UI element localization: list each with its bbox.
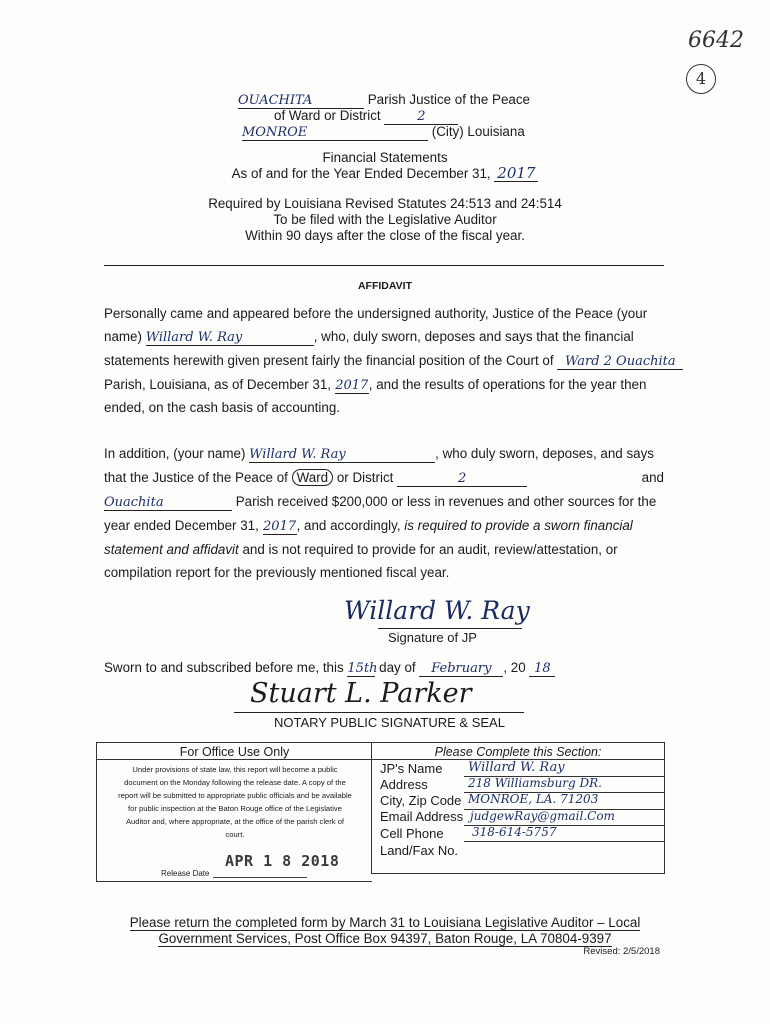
corner-number: 6642 <box>688 28 744 53</box>
footer-line-1-text: Please return the completed form by March 31 to Louisiana Legislative Auditor – Local <box>129 915 641 930</box>
affidavit-p1-line1: Personally came and appeared before the undersigned authority, Justice of the Peace (your <box>104 306 648 321</box>
notice-line: document on the Monday following the release date. A copy of the <box>124 778 346 787</box>
affidavit-p2-line6: compilation report for the previously mentioned fiscal year. <box>104 565 450 580</box>
jp-signature-line <box>378 628 522 629</box>
sworn-month-fill: February <box>419 661 503 677</box>
office-use-box <box>96 742 372 882</box>
p1-line4-rest: , and the results of operations for the year then <box>368 377 647 392</box>
title-year-line <box>0 166 770 182</box>
court-fill: Ward 2 Ouachita <box>557 354 683 370</box>
notary-signature: Stuart L. Parker <box>250 678 472 709</box>
field-rule <box>464 841 664 842</box>
footer-line-1 <box>0 915 770 931</box>
header-parish-line <box>238 92 530 109</box>
p2-statement-italic: statement and affidavit <box>104 542 239 557</box>
requirement-line-3: Within 90 days after the close of the fiscal year. <box>245 228 525 243</box>
p2-district-label: or District <box>336 470 394 485</box>
jp-signature: Willard W. Ray <box>344 596 530 625</box>
affidavit-p1-line5: ended, on the cash basis of accounting. <box>104 400 340 415</box>
footer-line-2 <box>0 931 770 947</box>
field-jp-name-value[interactable]: Willard W. Ray <box>468 760 565 775</box>
complete-section-box <box>371 742 665 874</box>
sworn-day-fill: 15th <box>347 661 378 676</box>
jp-name-fill-2: Willard W. Ray <box>249 447 435 463</box>
notice-line: Under provisions of state law, this report will become a public <box>132 765 338 774</box>
affidavit-p2-line3 <box>104 493 664 511</box>
release-date-stamp: APR 1 8 2018 <box>225 852 340 870</box>
field-fax-label: Land/Fax No. <box>380 843 459 858</box>
p2-line5-text: and is not required to provide for an audit, review/attestation, or <box>242 542 618 557</box>
field-jp-name-label: JP's Name <box>380 761 443 776</box>
parish-fill: Ouachita <box>104 495 232 511</box>
affidavit-p2-line2 <box>104 469 664 487</box>
p2-and: and <box>641 470 664 485</box>
footer-line-2-text: Government Services, Post Office Box 94397, Baton Rouge, LA 70804-9397 <box>158 931 612 946</box>
parish-label: Parish Justice of the Peace <box>367 92 530 107</box>
notice-line: Auditor and, where appropriate, at the office of the parish clerk of <box>125 817 345 826</box>
field-address-value[interactable]: 218 Williamsburg DR. <box>468 776 602 790</box>
release-date-label: Release Date <box>161 869 210 878</box>
name-prefix: name) <box>104 329 142 344</box>
office-use-title: For Office Use Only <box>179 745 290 759</box>
notary-label: NOTARY PUBLIC SIGNATURE & SEAL <box>274 715 505 730</box>
field-email-value[interactable]: judgewRay@gmail.Com <box>470 809 615 823</box>
affidavit-p1-line3 <box>104 352 676 370</box>
sworn-20: , 20 <box>503 660 526 675</box>
p1-line4-text: Parish, Louisiana, as of December 31, <box>104 377 332 392</box>
affidavit-p1-line2 <box>104 328 664 346</box>
office-use-notice <box>101 763 369 841</box>
requirement-line-2: To be filed with the Legislative Auditor <box>273 212 497 227</box>
affidavit-p1-line4 <box>104 376 664 394</box>
field-cell-label: Cell Phone <box>380 826 444 841</box>
city-label: (City) Louisiana <box>431 124 525 139</box>
notary-signature-line <box>234 712 524 713</box>
p1-line3-text: statements herewith given present fairly the financial position of the Court of <box>104 353 554 368</box>
title-financial-statements: Financial Statements <box>322 150 448 165</box>
field-city-label: City, Zip Code <box>380 793 462 808</box>
field-email-label: Email Address <box>380 809 464 824</box>
ward-circled: Ward <box>292 469 334 486</box>
affidavit-p2-line5 <box>104 541 664 559</box>
release-date-line <box>213 877 307 878</box>
p2-line1-rest: , who duly sworn, deposes, and says <box>435 446 654 461</box>
ward-value: 2 <box>384 109 458 125</box>
p2-name-prefix: In addition, (your name) <box>104 446 246 461</box>
affidavit-p2-line1 <box>104 445 664 463</box>
sworn-dayof: day of <box>379 660 416 675</box>
city-value: MONROE <box>242 125 428 141</box>
p2-line2-text: that the Justice of the Peace of <box>104 470 288 485</box>
header-ward-line <box>274 108 458 125</box>
jp-name-fill-1: Willard W. Ray <box>146 330 314 346</box>
affidavit-p2-line4 <box>104 517 664 535</box>
p2-line4-text: year ended December 31, <box>104 518 259 533</box>
field-address-label: Address <box>380 777 428 792</box>
header-year-value: 2017 <box>494 166 538 182</box>
p2-required-italic: is required to provide a sworn financial <box>404 518 633 533</box>
field-cell-value[interactable]: 318-614-5757 <box>472 825 557 839</box>
p2-accordingly: , and accordingly, <box>296 518 401 533</box>
p2-line3-text: Parish received $200,000 or less in revenues and other sources for the <box>235 494 657 509</box>
affidavit-heading: AFFIDAVIT <box>357 280 413 292</box>
notice-line: report will be submitted to appropriate public officials and be available <box>118 791 352 800</box>
office-title-rule <box>97 759 372 760</box>
p1-year-fill: 2017 <box>335 378 369 393</box>
requirement-line-1: Required by Louisiana Revised Statutes 24:513 and 24:514 <box>208 196 562 211</box>
notice-line: for public inspection at the Baton Rouge office of the Legislative <box>128 804 342 813</box>
jp-signature-label: Signature of JP <box>388 630 477 645</box>
field-city-value[interactable]: MONROE, LA. 71203 <box>468 792 599 806</box>
circled-page-number: 4 <box>686 64 716 94</box>
p2-year-fill: 2017 <box>263 519 297 534</box>
parish-value: OUACHITA <box>238 93 364 109</box>
revised-date: Revised: 2/5/2018 <box>583 946 660 957</box>
district-fill: 2 <box>397 471 527 487</box>
notice-line: court. <box>225 830 245 839</box>
title-year-label: As of and for the Year Ended December 31, <box>231 166 491 181</box>
sworn-text: Sworn to and subscribed before me, this <box>104 660 344 675</box>
sworn-line <box>104 660 555 677</box>
header-divider <box>104 265 664 266</box>
p1-line2-rest: , who, duly sworn, deposes and says that the financial <box>313 329 634 344</box>
complete-section-title: Please Complete this Section: <box>434 745 602 759</box>
ward-label: of Ward or District <box>274 108 381 123</box>
header-city-line <box>242 124 525 141</box>
sworn-yy-fill: 18 <box>529 661 555 677</box>
